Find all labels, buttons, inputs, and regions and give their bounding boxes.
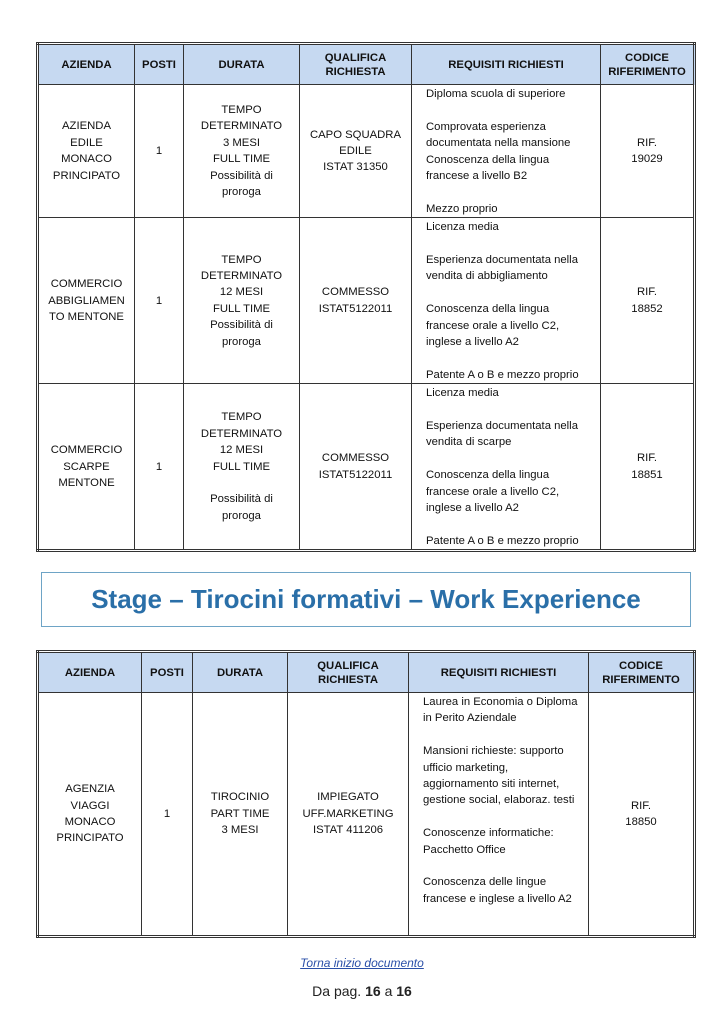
header-requisiti: REQUISITI RICHIESTI (409, 652, 589, 693)
page-total: 16 (396, 983, 412, 999)
cell-durata: TEMPO DETERMINATO 12 MESI FULL TIME Possibilità di proroga (184, 384, 300, 551)
requirement: Conoscenza delle lingue francese e inglese a livello A2 (423, 876, 572, 905)
cell-posti: 1 (135, 85, 184, 218)
requirement: Diploma scuola di superiore (426, 88, 566, 100)
cell-posti: 1 (135, 384, 184, 551)
requirement: Patente A o B e mezzo proprio (426, 368, 579, 381)
header-posti: POSTI (135, 44, 184, 85)
requirement: Conoscenza della lingua francese orale a livello C2, inglese a livello A2 (426, 303, 560, 349)
cell-azienda: AZIENDA EDILE MONACO PRINCIPATO (38, 85, 135, 218)
table-row (38, 218, 695, 384)
requirement: Conoscenze informatiche: Pacchetto Office (423, 827, 554, 856)
cell-requisiti (412, 218, 601, 384)
cell-requisiti (409, 693, 589, 937)
internship-offers-table (36, 650, 696, 938)
header-durata: DURATA (184, 44, 300, 85)
cell-codice: RIF. 18850 (589, 693, 695, 937)
table-header-row (38, 44, 695, 85)
cell-durata: TIROCINIO PART TIME 3 MESI (193, 693, 288, 937)
requirement: Esperienza documentata nella vendita di abbigliamento (426, 254, 578, 283)
header-posti: POSTI (142, 652, 193, 693)
header-durata: DURATA (193, 652, 288, 693)
requirement: Conoscenza della lingua francese orale a livello C2, inglese a livello A2 (426, 469, 560, 515)
header-azienda: AZIENDA (38, 44, 135, 85)
header-codice: CODICE RIFERIMENTO (601, 44, 695, 85)
cell-requisiti (412, 384, 601, 551)
requirement: Laurea in Economia o Diploma in Perito Aziendale (423, 696, 578, 725)
table-row (38, 384, 695, 551)
cell-qualifica: COMMESSO ISTAT5122011 (300, 384, 412, 551)
cell-azienda: COMMERCIO SCARPE MENTONE (38, 384, 135, 551)
cell-qualifica: CAPO SQUADRA EDILE ISTAT 31350 (300, 85, 412, 218)
cell-posti: 1 (142, 693, 193, 937)
requirement: Mezzo proprio (426, 202, 498, 215)
cell-posti: 1 (135, 218, 184, 384)
requirement: Mansioni richieste: supporto ufficio marketing, aggiornamento siti internet, gestione social, elaboraz. testi (423, 745, 575, 807)
back-to-top-link[interactable]: Torna inizio documento (300, 956, 424, 970)
cell-codice: RIF. 18851 (601, 384, 695, 551)
cell-codice: RIF. 19029 (601, 85, 695, 218)
table-header-row (38, 652, 695, 693)
page-number (0, 983, 724, 999)
requirement: Licenza media (426, 387, 499, 400)
section-title: Stage – Tirocini formativi – Work Experience (91, 584, 641, 614)
requirement: Licenza media (426, 221, 499, 234)
header-azienda: AZIENDA (38, 652, 142, 693)
requirement: Patente A o B e mezzo proprio (426, 534, 579, 547)
cell-azienda: AGENZIA VIAGGI MONACO PRINCIPATO (38, 693, 142, 937)
job-offers-table (36, 42, 696, 552)
header-requisiti: REQUISITI RICHIESTI (412, 44, 601, 85)
cell-azienda: COMMERCIO ABBIGLIAMEN TO MENTONE (38, 218, 135, 384)
requirement: Esperienza documentata nella vendita di scarpe (426, 420, 578, 449)
page-current: 16 (365, 983, 381, 999)
page-prefix: Da pag. (312, 983, 362, 999)
header-qualifica: QUALIFICA RICHIESTA (288, 652, 409, 693)
cell-requisiti (412, 85, 601, 218)
table-row (38, 85, 695, 218)
cell-qualifica: COMMESSO ISTAT5122011 (300, 218, 412, 384)
cell-codice: RIF. 18852 (601, 218, 695, 384)
section-banner (41, 572, 691, 627)
requirement: Comprovata esperienza documentata nella mansione Conoscenza della lingua francese a livello B2 (426, 120, 571, 183)
cell-durata: TEMPO DETERMINATO 3 MESI FULL TIME Possibilità di proroga (184, 85, 300, 218)
table-row (38, 693, 695, 937)
header-qualifica: QUALIFICA RICHIESTA (300, 44, 412, 85)
cell-qualifica: IMPIEGATO UFF.MARKETING ISTAT 411206 (288, 693, 409, 937)
header-codice: CODICE RIFERIMENTO (589, 652, 695, 693)
cell-durata: TEMPO DETERMINATO 12 MESI FULL TIME Possibilità di proroga (184, 218, 300, 384)
page-separator: a (384, 983, 393, 999)
